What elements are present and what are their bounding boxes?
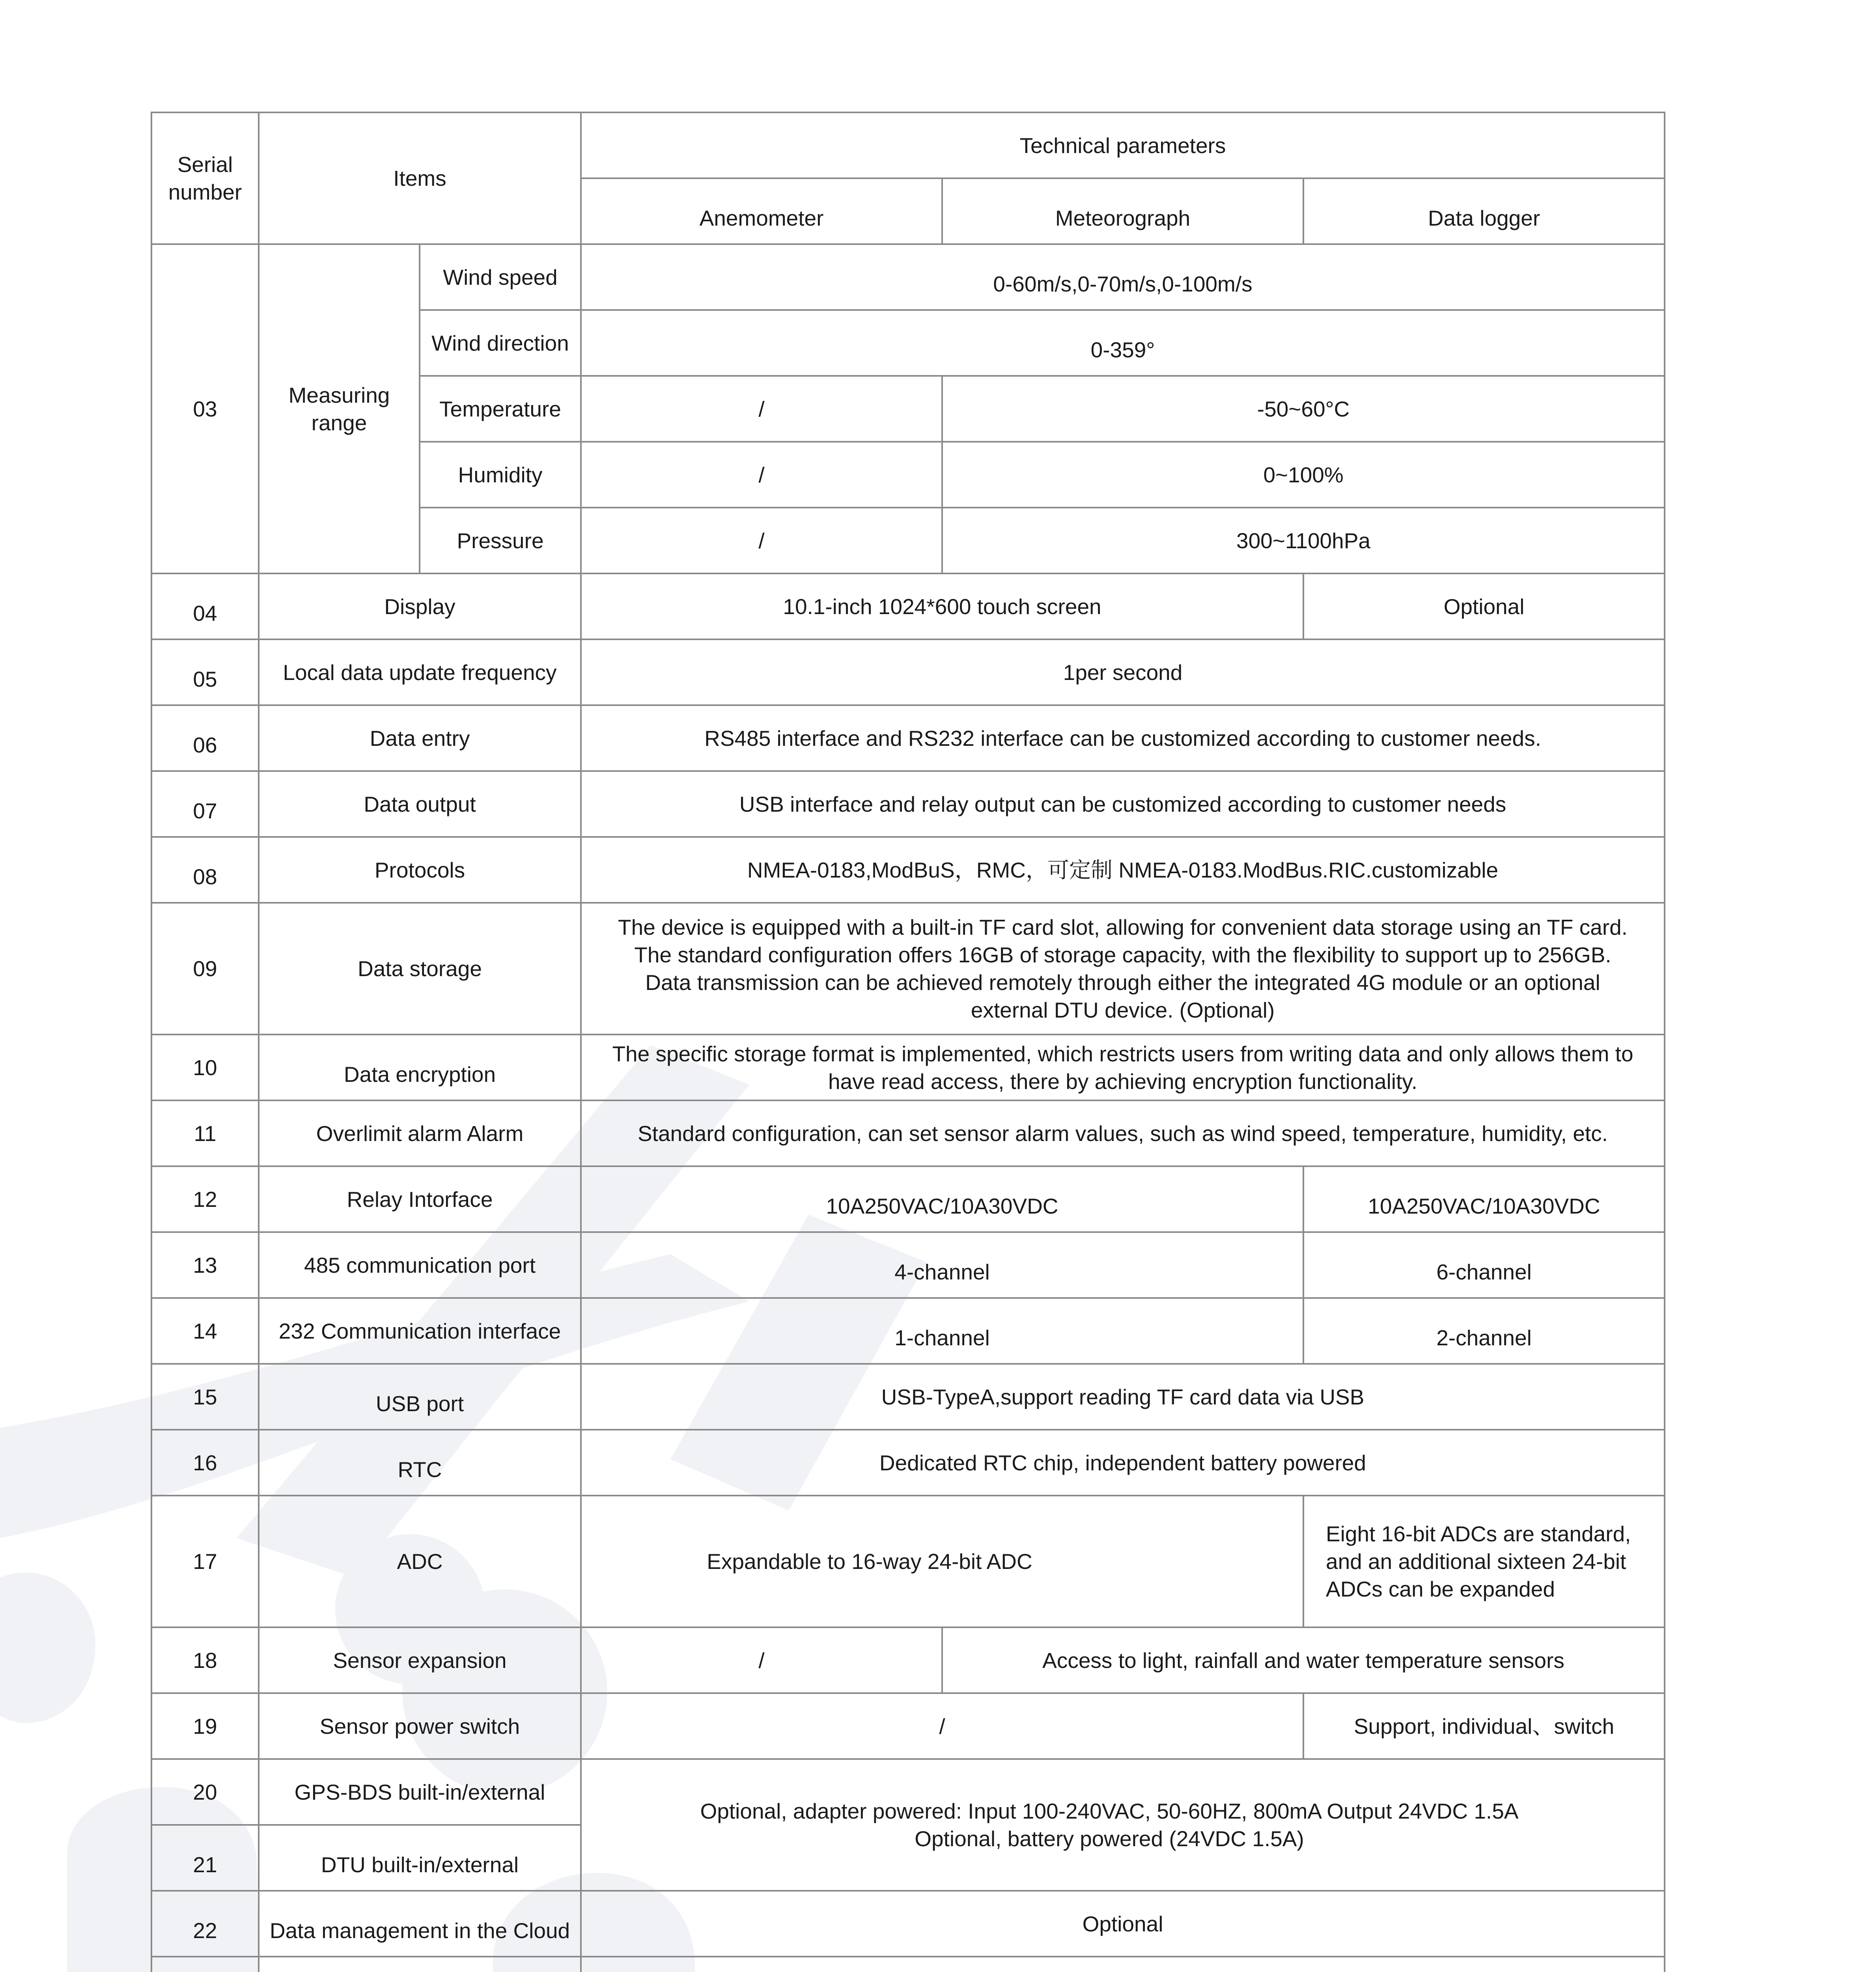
value-cell: Expandable to 16-way 24-bit ADC — [581, 1496, 1303, 1627]
item-cell: DTU built-in/external — [259, 1825, 581, 1891]
item-cell: GPS-BDS built-in/external — [259, 1759, 581, 1825]
header-items: Items — [259, 112, 581, 244]
serial-cell: 05 — [151, 639, 259, 705]
header-data-logger: Data logger — [1303, 178, 1665, 244]
serial-cell — [151, 1957, 259, 1972]
item-cell: Data encryption — [259, 1035, 581, 1100]
table-row — [151, 705, 1665, 771]
value-cell: 10.1-inch 1024*600 touch screen — [581, 573, 1303, 639]
value-cell: Dedicated RTC chip, independent battery powered — [581, 1430, 1665, 1496]
table-row — [151, 1364, 1665, 1430]
value-cell: NMEA-0183,ModBuS，RMC，可定制 NMEA-0183.ModBus.RIC.customizable — [581, 837, 1665, 903]
data-logger-cell: 10A250VAC/10A30VDC — [1303, 1166, 1665, 1232]
sub-item-cell: Wind direction — [420, 310, 581, 376]
table-row — [151, 1693, 1665, 1759]
table-row — [151, 573, 1665, 639]
value-cell: 0~100% — [942, 442, 1665, 508]
item-cell: 485 communication port — [259, 1232, 581, 1298]
value-cell: Optional — [581, 1891, 1665, 1957]
data-logger-cell: Support, individual、switch — [1303, 1693, 1665, 1759]
header-meteorograph: Meteorograph — [942, 178, 1303, 244]
value-cell: 300~1100hPa — [942, 508, 1665, 573]
item-cell: Local data update frequency — [259, 639, 581, 705]
item-cell: Data output — [259, 771, 581, 837]
value-cell — [581, 1957, 1665, 1972]
serial-cell: 09 — [151, 903, 259, 1035]
item-cell: Sensor expansion — [259, 1627, 581, 1693]
sub-item-cell: Pressure — [420, 508, 581, 573]
serial-cell: 03 — [151, 244, 259, 573]
header-anemometer: Anemometer — [581, 178, 942, 244]
serial-cell: 22 — [151, 1891, 259, 1957]
table-row — [151, 903, 1665, 1035]
item-cell: Relay Intorface — [259, 1166, 581, 1232]
table-row — [151, 1232, 1665, 1298]
table-row — [151, 771, 1665, 837]
table-row — [151, 1759, 1665, 1825]
spec-table — [151, 112, 1665, 1972]
data-logger-cell: Eight 16-bit ADCs are standard, and an additional sixteen 24-bit ADCs can be expanded — [1303, 1496, 1665, 1627]
sub-item-cell: Temperature — [420, 376, 581, 442]
value-cell: 1-channel — [581, 1298, 1303, 1364]
item-cell: Protocols — [259, 837, 581, 903]
serial-cell: 12 — [151, 1166, 259, 1232]
item-cell: Data entry — [259, 705, 581, 771]
value-cell: Optional, adapter powered: Input 100-240VAC, 50-60HZ, 800mA Output 24VDC 1.5A Optional, battery powered (24VDC 1.5A) — [581, 1759, 1665, 1891]
value-cell: RS485 interface and RS232 interface can be customized according to customer needs. — [581, 705, 1665, 771]
data-logger-cell: 6-channel — [1303, 1232, 1665, 1298]
value-cell: 0-359° — [581, 310, 1665, 376]
table-row — [151, 1298, 1665, 1364]
value-cell: Standard configuration, can set sensor alarm values, such as wind speed, temperature, humidity, etc. — [581, 1100, 1665, 1166]
table-row — [151, 1430, 1665, 1496]
item-cell: Data management in the Cloud — [259, 1891, 581, 1957]
value-cell: / — [581, 1693, 1303, 1759]
value-cell: Access to light, rainfall and water temperature sensors — [942, 1627, 1665, 1693]
serial-cell: 11 — [151, 1100, 259, 1166]
data-logger-cell: Optional — [1303, 573, 1665, 639]
value-cell: 1per second — [581, 639, 1665, 705]
table-row — [151, 244, 1665, 310]
table-row — [151, 1891, 1665, 1957]
item-cell: RTC — [259, 1430, 581, 1496]
value-cell: 0-60m/s,0-70m/s,0-100m/s — [581, 244, 1665, 310]
table-row — [151, 1496, 1665, 1627]
sub-item-cell: Humidity — [420, 442, 581, 508]
anemometer-cell: / — [581, 1627, 942, 1693]
item-cell — [259, 1957, 581, 1972]
serial-cell: 17 — [151, 1496, 259, 1627]
data-logger-cell: 2-channel — [1303, 1298, 1665, 1364]
value-cell: USB interface and relay output can be customized according to customer needs — [581, 771, 1665, 837]
value-cell: 4-channel — [581, 1232, 1303, 1298]
serial-cell: 15 — [151, 1364, 259, 1430]
serial-cell: 14 — [151, 1298, 259, 1364]
table-row — [151, 1035, 1665, 1100]
item-cell: Sensor power switch — [259, 1693, 581, 1759]
sub-item-cell: Wind speed — [420, 244, 581, 310]
value-cell: The specific storage format is implemented, which restricts users from writing data and only allows them to have read access, there by achieving encryption functionality. — [581, 1035, 1665, 1100]
table-row — [151, 1957, 1665, 1972]
serial-cell: 13 — [151, 1232, 259, 1298]
serial-cell: 10 — [151, 1035, 259, 1100]
serial-cell: 18 — [151, 1627, 259, 1693]
serial-cell: 04 — [151, 573, 259, 639]
watermark-figure — [0, 1572, 95, 1723]
header-serial-number: Serial number — [151, 112, 259, 244]
table-row — [151, 837, 1665, 903]
anemometer-cell: / — [581, 442, 942, 508]
header-technical-parameters: Technical parameters — [581, 112, 1665, 178]
value-cell: 10A250VAC/10A30VDC — [581, 1166, 1303, 1232]
item-cell: Display — [259, 573, 581, 639]
serial-cell: 07 — [151, 771, 259, 837]
item-cell: Overlimit alarm Alarm — [259, 1100, 581, 1166]
table-row — [151, 1627, 1665, 1693]
value-cell: USB-TypeA,support reading TF card data via USB — [581, 1364, 1665, 1430]
serial-cell: 19 — [151, 1693, 259, 1759]
table-row — [151, 639, 1665, 705]
item-cell: 232 Communication interface — [259, 1298, 581, 1364]
value-cell: The device is equipped with a built-in TF card slot, allowing for convenient data storage using an TF card. The standard configuration offers 16GB of storage capacity, with the flexibility to support up to 256GB. Data transmission can be achieved remotely through either the integrated 4G module or an optional external DTU device. (Optional) — [581, 903, 1665, 1035]
item-cell: Data storage — [259, 903, 581, 1035]
serial-cell: 16 — [151, 1430, 259, 1496]
table-row — [151, 1166, 1665, 1232]
table-header-row — [151, 112, 1665, 178]
item-cell: ADC — [259, 1496, 581, 1627]
serial-cell: 20 — [151, 1759, 259, 1825]
serial-cell: 08 — [151, 837, 259, 903]
item-group-measuring-range: Measuring range — [259, 244, 420, 573]
serial-cell: 21 — [151, 1825, 259, 1891]
serial-cell: 06 — [151, 705, 259, 771]
anemometer-cell: / — [581, 376, 942, 442]
value-cell: -50~60°C — [942, 376, 1665, 442]
anemometer-cell: / — [581, 508, 942, 573]
table-row — [151, 1100, 1665, 1166]
item-cell: USB port — [259, 1364, 581, 1430]
